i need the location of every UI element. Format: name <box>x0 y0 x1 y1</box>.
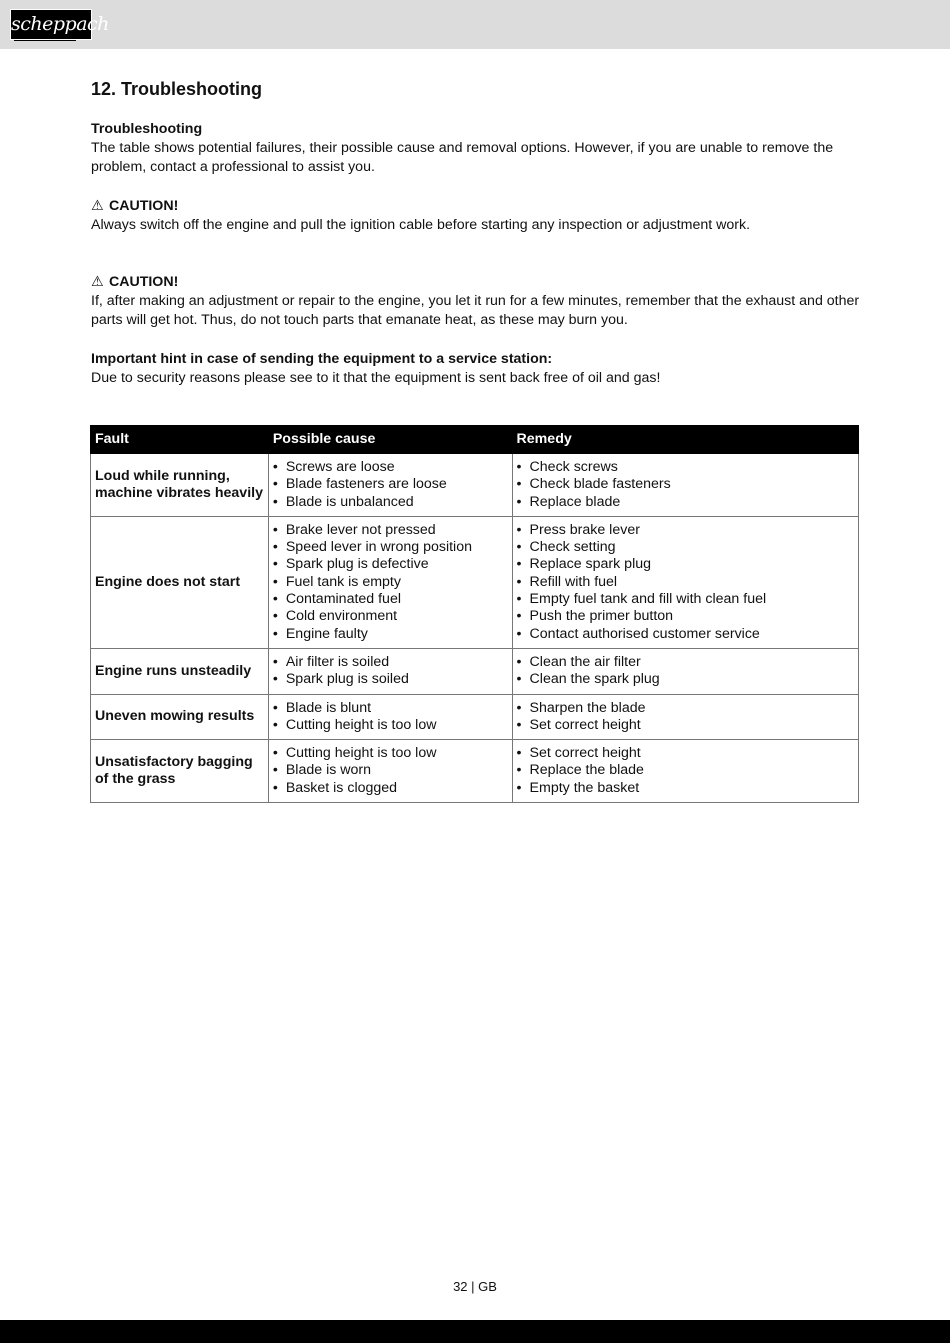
fault-cell: Loud while running, machine vibrates heavily <box>91 454 269 517</box>
cause-cell <box>268 516 512 648</box>
cause-list <box>273 700 508 735</box>
scheppach-logo: scheppach <box>10 9 92 40</box>
fault-cell: Uneven mowing results <box>91 694 269 740</box>
cause-item: • Screws are loose <box>273 459 508 476</box>
cause-item: • Contaminated fuel <box>273 591 508 608</box>
remedy-list <box>517 654 854 689</box>
remedy-item: • Contact authorised customer service <box>517 626 854 643</box>
remedy-cell <box>512 740 858 803</box>
cause-item: • Basket is clogged <box>273 780 508 797</box>
cause-cell <box>268 694 512 740</box>
remedy-item: • Check setting <box>517 539 854 556</box>
cause-list <box>273 654 508 689</box>
cause-list <box>273 459 508 511</box>
table-row <box>91 516 859 648</box>
cause-item: • Blade fasteners are loose <box>273 476 508 493</box>
fault-cell: Engine runs unsteadily <box>91 648 269 694</box>
section-subtitle: Troubleshooting <box>91 121 203 137</box>
cause-list <box>273 745 508 797</box>
page-number: 32 | GB <box>453 1279 497 1294</box>
header-remedy: Remedy <box>512 426 858 454</box>
remedy-cell <box>512 694 858 740</box>
table-row <box>91 454 859 517</box>
table-body <box>91 454 859 803</box>
remedy-item: • Clean the spark plug <box>517 671 854 688</box>
caution-text-2: If, after making an adjustment or repair to the engine, you let it run for a few minutes, remember that the exhaust and other parts will get hot. Thus, do not touch parts that emanate heat, as these may burn you. <box>91 293 860 329</box>
header-possible-cause: Possible cause <box>268 426 512 454</box>
fault-cell: Unsatisfactory bagging of the grass <box>91 740 269 803</box>
main-content <box>91 78 860 388</box>
cause-item: • Blade is unbalanced <box>273 494 508 511</box>
remedy-item: • Push the primer button <box>517 608 854 625</box>
remedy-item: • Press brake lever <box>517 522 854 539</box>
intro-paragraph: The table shows potential failures, their possible cause and removal options. However, if you are unable to remove the problem, contact a professional to assist you. <box>91 140 834 176</box>
remedy-cell <box>512 648 858 694</box>
remedy-item: • Clean the air filter <box>517 654 854 671</box>
cause-item: • Blade is blunt <box>273 700 508 717</box>
cause-item: • Air filter is soiled <box>273 654 508 671</box>
remedy-cell <box>512 454 858 517</box>
cause-item: • Cutting height is too low <box>273 745 508 762</box>
remedy-item: • Set correct height <box>517 745 854 762</box>
remedy-item: • Empty fuel tank and fill with clean fuel <box>517 591 854 608</box>
remedy-list <box>517 459 854 511</box>
fault-cell: Engine does not start <box>91 516 269 648</box>
remedy-item: • Set correct height <box>517 717 854 734</box>
cause-item: • Fuel tank is empty <box>273 574 508 591</box>
remedy-item: • Check blade fasteners <box>517 476 854 493</box>
remedy-item: • Sharpen the blade <box>517 700 854 717</box>
warning-icon: ⚠ <box>91 274 104 291</box>
cause-item: • Speed lever in wrong position <box>273 539 508 556</box>
remedy-item: • Refill with fuel <box>517 574 854 591</box>
remedy-cell <box>512 516 858 648</box>
remedy-list <box>517 522 854 643</box>
cause-item: • Blade is worn <box>273 762 508 779</box>
warning-icon: ⚠ <box>91 197 104 214</box>
footer-bar <box>0 1320 950 1343</box>
table-row <box>91 740 859 803</box>
remedy-item: • Check screws <box>517 459 854 476</box>
cause-item: • Spark plug is defective <box>273 556 508 573</box>
remedy-item: • Replace spark plug <box>517 556 854 573</box>
cause-item: • Cutting height is too low <box>273 717 508 734</box>
section-title: 12. Troubleshooting <box>91 79 263 99</box>
cause-cell <box>268 648 512 694</box>
logo-underline <box>14 40 76 41</box>
cause-cell <box>268 454 512 517</box>
hint-text: Due to security reasons please see to it that the equipment is sent back free of oil and gas! <box>91 369 661 386</box>
caution-heading-2 <box>91 273 860 292</box>
table-header-row <box>91 426 859 454</box>
troubleshooting-table <box>90 425 859 803</box>
cause-list <box>273 522 508 643</box>
remedy-list <box>517 745 854 797</box>
cause-item: • Spark plug is soiled <box>273 671 508 688</box>
cause-cell <box>268 740 512 803</box>
remedy-item: • Empty the basket <box>517 780 854 797</box>
remedy-list <box>517 700 854 735</box>
caution-title-1: CAUTION! <box>108 197 179 214</box>
hint-title: Important hint in case of sending the equipment to a service station: <box>91 350 553 367</box>
cause-item: • Engine faulty <box>273 626 508 643</box>
table-row <box>91 648 859 694</box>
remedy-item: • Replace the blade <box>517 762 854 779</box>
caution-title-2: CAUTION! <box>108 274 179 291</box>
caution-text-1: Always switch off the engine and pull the ignition cable before starting any inspection or adjustment work. <box>91 216 751 233</box>
table-row <box>91 694 859 740</box>
caution-heading-1 <box>91 197 860 216</box>
cause-item: • Brake lever not pressed <box>273 522 508 539</box>
remedy-item: • Replace blade <box>517 494 854 511</box>
cause-item: • Cold environment <box>273 608 508 625</box>
header-fault: Fault <box>91 426 269 454</box>
header-bar <box>0 0 950 49</box>
